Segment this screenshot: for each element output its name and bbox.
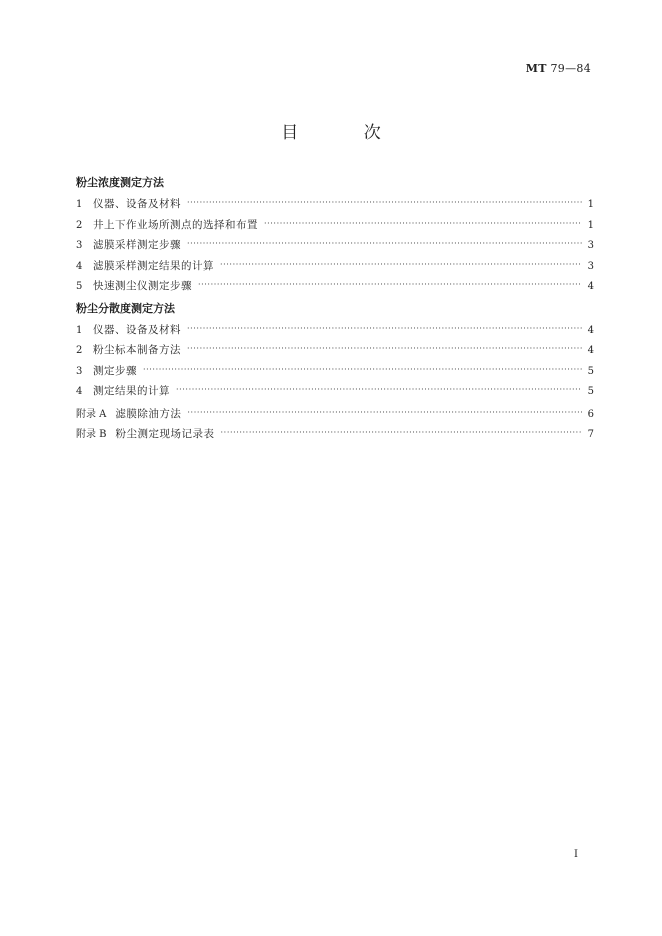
standard-code-number: 79—84 [546, 62, 591, 75]
toc-entry-appendix-a[interactable] [76, 404, 594, 425]
dot-leader [221, 422, 582, 444]
section-heading: 粉尘分散度测定方法 [76, 301, 175, 315]
entry-title: 井上下作业场所测点的选择和布置 [93, 218, 258, 231]
entry-number: 1 [76, 199, 83, 210]
table-of-contents [76, 173, 594, 447]
page-title: 目 次 [281, 123, 411, 143]
entry-title: 测定结果的计算 [93, 385, 170, 397]
toc-entry[interactable] [76, 320, 594, 341]
entry-page: 4 [587, 345, 594, 356]
dot-leader [264, 213, 582, 235]
entry-number: 1 [76, 324, 83, 336]
entry-page: 6 [587, 408, 594, 420]
toc-entry-appendix-b[interactable] [76, 424, 594, 445]
toc-section-dust-dispersion [76, 299, 594, 402]
toc-entry[interactable] [76, 381, 594, 402]
entry-title: 滤膜除油方法 [115, 407, 182, 420]
entry-number: 3 [76, 240, 83, 251]
toc-entry[interactable] [76, 361, 594, 382]
entry-page: 7 [587, 429, 594, 440]
dot-leader [187, 233, 582, 255]
toc-appendices [76, 404, 594, 445]
standard-code [526, 62, 591, 75]
entry-title: 滤膜采样测定步骤 [93, 239, 181, 251]
entry-page: 1 [587, 219, 594, 231]
toc-entry[interactable] [76, 340, 594, 361]
page-number: I [574, 849, 578, 860]
entry-title: 粉尘标本制备方法 [93, 344, 181, 356]
dot-leader [198, 274, 582, 296]
dot-leader [187, 402, 582, 424]
entry-number: 2 [76, 219, 83, 231]
section-heading: 粉尘浓度测定方法 [76, 176, 164, 189]
entry-number: 5 [76, 281, 83, 292]
entry-title: 滤膜采样测定结果的计算 [93, 259, 214, 272]
appendix-label: 附录 A [76, 408, 107, 420]
entry-number: 2 [76, 345, 83, 356]
entry-page: 5 [587, 365, 594, 377]
dot-leader [176, 379, 582, 401]
entry-page: 3 [587, 260, 594, 272]
dot-leader [187, 192, 582, 214]
dot-leader [187, 338, 582, 360]
entry-title: 仪器、设备及材料 [93, 198, 181, 210]
dot-leader [187, 318, 582, 340]
entry-number: 3 [76, 365, 83, 377]
entry-title: 粉尘测定现场记录表 [115, 428, 215, 440]
entry-page: 5 [587, 386, 594, 397]
standard-code-prefix: MT [525, 62, 547, 75]
dot-leader [220, 254, 582, 276]
entry-page: 3 [587, 240, 594, 251]
toc-section-dust-concentration [76, 173, 594, 297]
appendix-label: 附录 B [76, 429, 107, 440]
entry-page: 4 [587, 324, 594, 336]
toc-entry[interactable] [76, 194, 594, 215]
toc-entry[interactable] [76, 276, 594, 297]
entry-number: 4 [76, 260, 83, 272]
entry-title: 快速测尘仪测定步骤 [93, 280, 192, 292]
toc-entry[interactable] [76, 235, 594, 256]
entry-page: 1 [587, 199, 594, 210]
entry-number: 4 [76, 386, 83, 397]
dot-leader [143, 359, 582, 381]
entry-page: 4 [587, 281, 594, 292]
toc-entry[interactable] [76, 215, 594, 236]
entry-title: 测定步骤 [93, 364, 137, 377]
entry-title: 仪器、设备及材料 [93, 323, 181, 336]
toc-entry[interactable] [76, 256, 594, 277]
